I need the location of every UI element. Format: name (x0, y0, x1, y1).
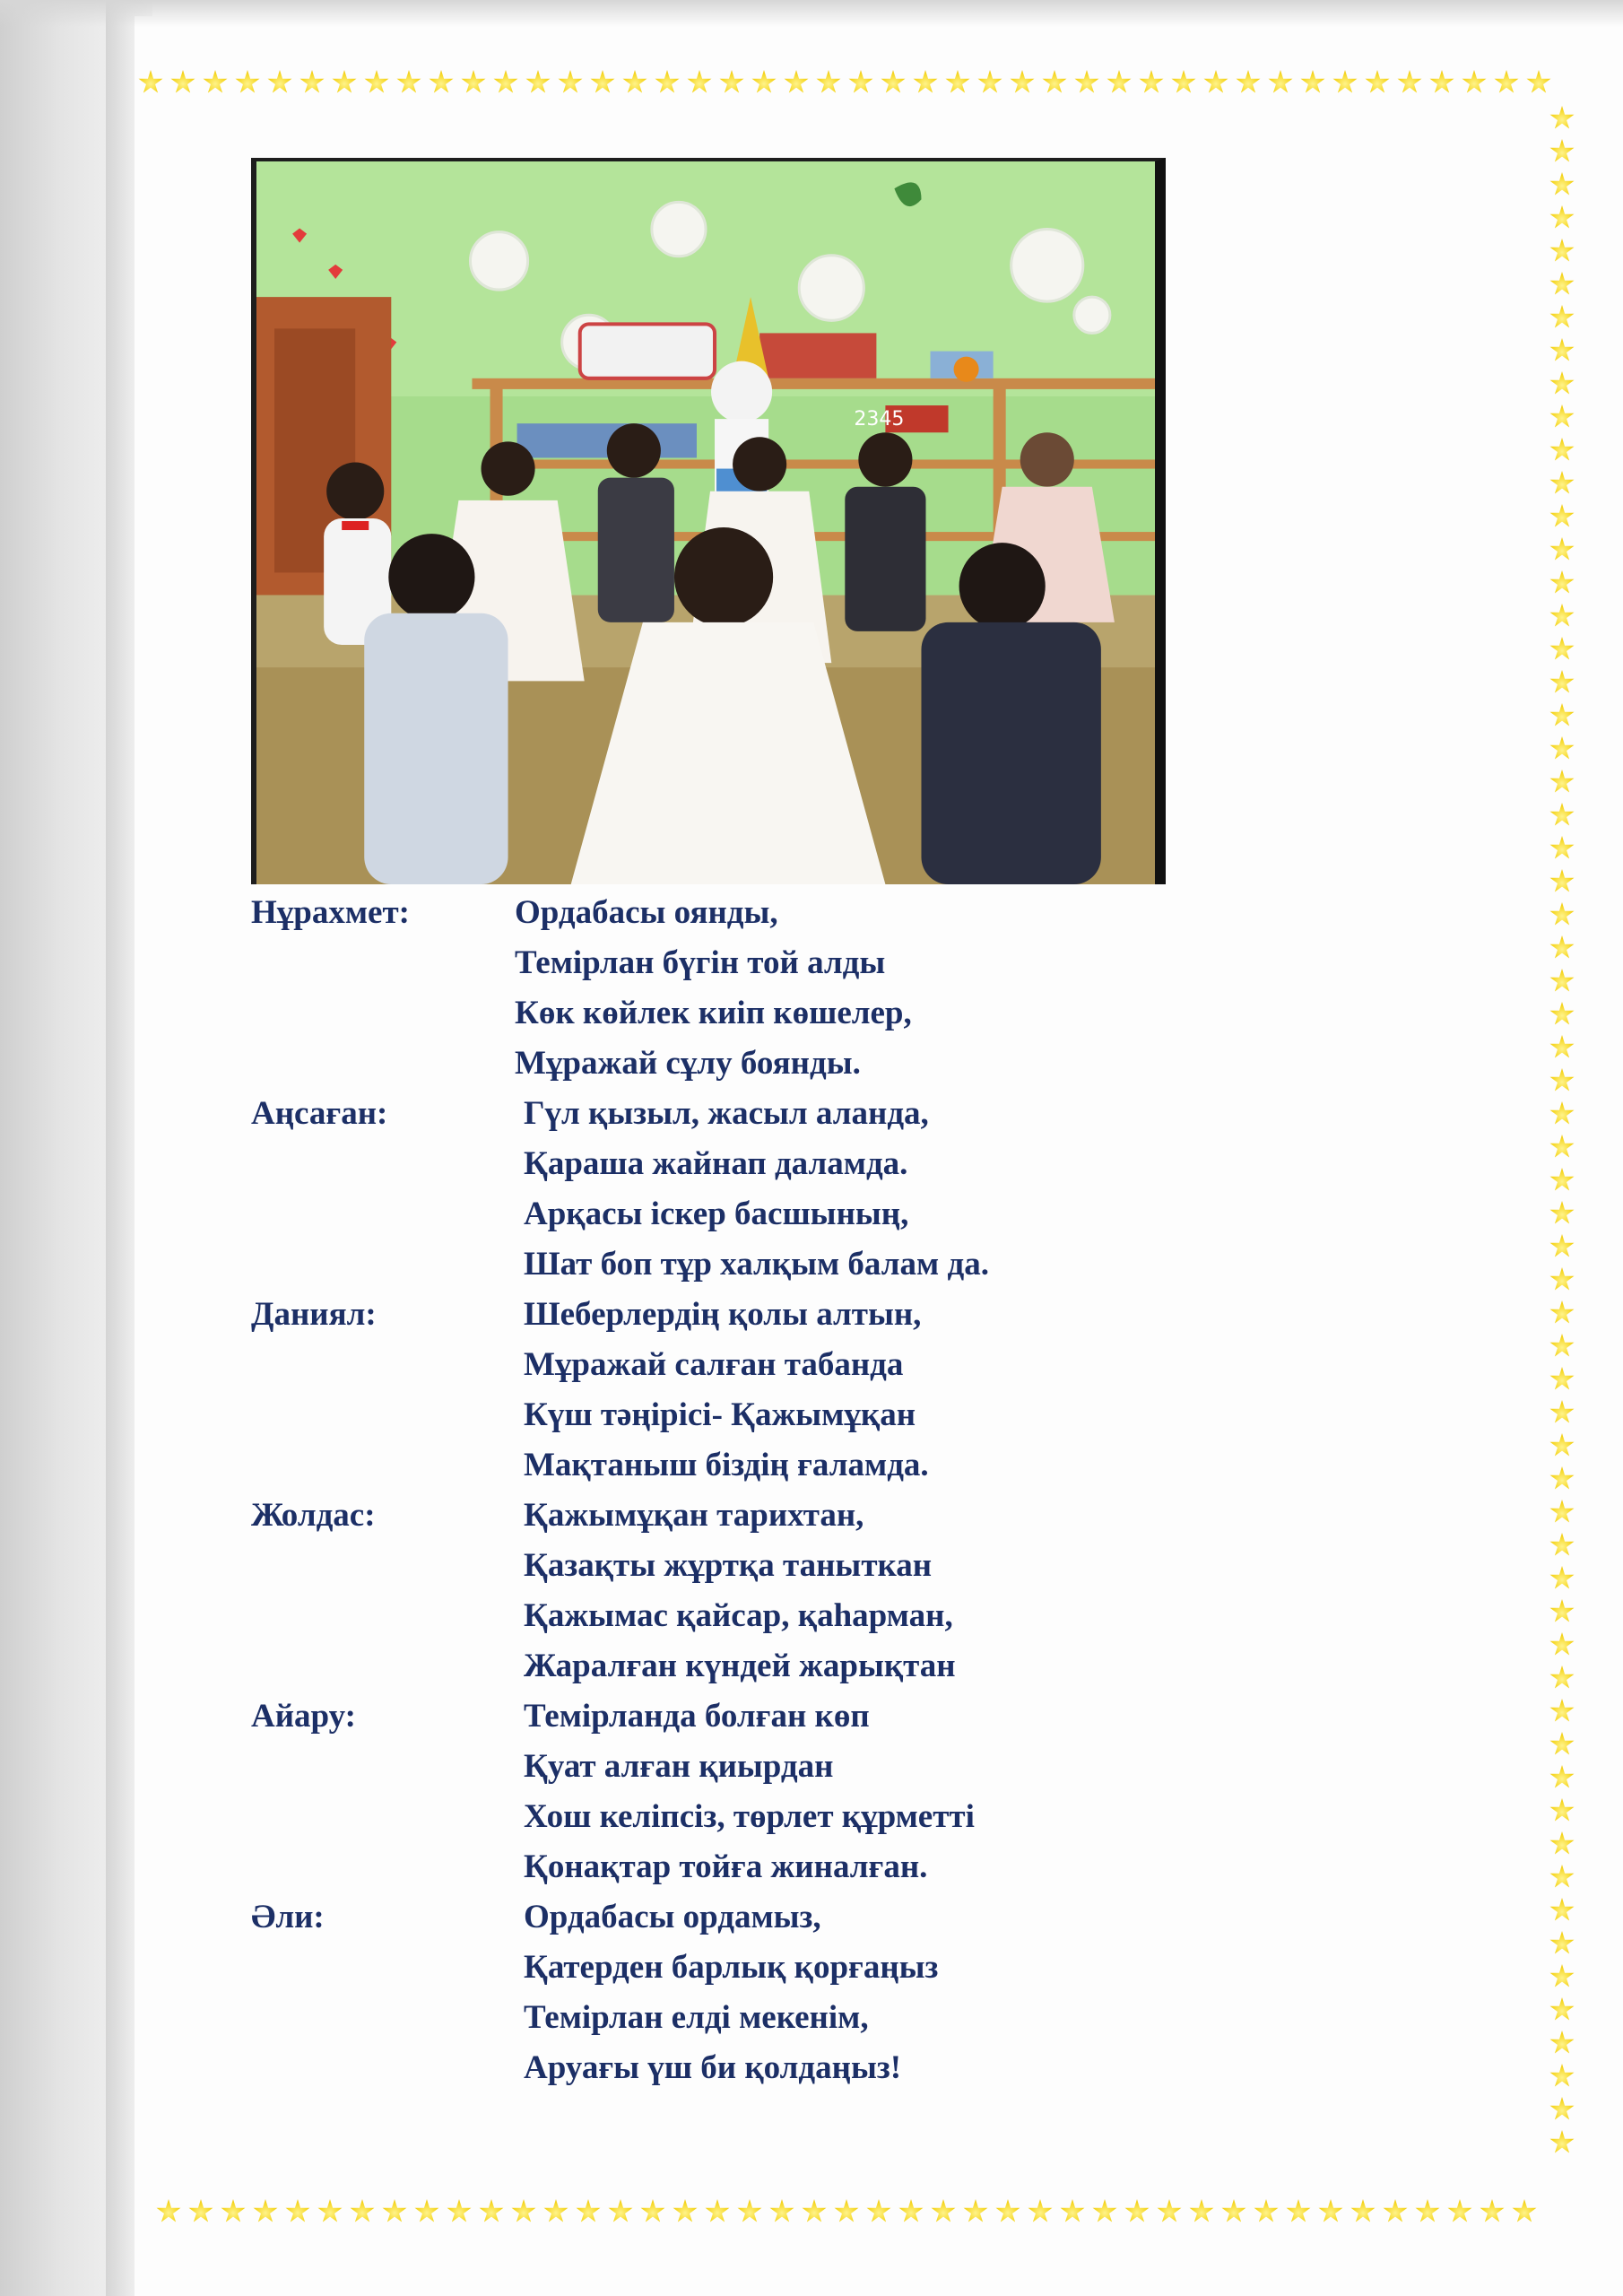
star-icon (848, 70, 873, 95)
star-icon (203, 70, 228, 95)
star-icon (1549, 703, 1575, 728)
star-icon (1549, 1168, 1575, 1193)
star-icon (1549, 1367, 1575, 1392)
star-icon (945, 70, 970, 95)
star-icon (1462, 70, 1487, 95)
shelf-digits-label: 2345 (854, 407, 905, 431)
star-icon (1221, 2199, 1246, 2224)
star-icon (866, 2199, 891, 2224)
verse-line: Жаралған күндей жарықтан (524, 1648, 956, 1684)
star-icon (1060, 2199, 1085, 2224)
star-icon (1383, 2199, 1408, 2224)
star-icon (995, 2199, 1020, 2224)
speaker-name: Жолдас: (251, 1497, 376, 1534)
verse-line: Мақтаныш біздің ғаламда. (524, 1447, 929, 1483)
star-icon (396, 70, 421, 95)
star-icon (364, 70, 389, 95)
star-icon (1549, 1997, 1575, 2022)
verse-line: Мұражай салған табанда (524, 1346, 904, 1383)
photo-icon (256, 161, 1155, 884)
star-icon (898, 2199, 924, 2224)
star-icon (429, 70, 454, 95)
star-icon (1549, 2064, 1575, 2089)
star-icon (285, 2199, 310, 2224)
star-icon (1549, 139, 1575, 164)
star-icon (1092, 2199, 1117, 2224)
star-icon (719, 70, 744, 95)
star-icon (1549, 803, 1575, 828)
star-icon (1549, 239, 1575, 264)
star-icon (705, 2199, 730, 2224)
verse-line: Темірланда болған көп (524, 1698, 870, 1735)
star-icon (138, 70, 163, 95)
star-icon (1494, 70, 1519, 95)
star-icon (1236, 70, 1261, 95)
star-icon (1300, 70, 1325, 95)
star-icon (816, 70, 841, 95)
star-icon (1549, 836, 1575, 861)
star-icon (1157, 2199, 1182, 2224)
star-icon (737, 2199, 762, 2224)
speaker-name: Әли: (251, 1899, 325, 1935)
star-icon (769, 2199, 794, 2224)
star-icon (1549, 1765, 1575, 1790)
star-icon (1549, 1002, 1575, 1027)
star-icon (543, 2199, 568, 2224)
star-icon (1549, 338, 1575, 363)
star-icon (332, 70, 357, 95)
star-icon (1549, 570, 1575, 596)
star-icon (1549, 1898, 1575, 1923)
star-icon (1549, 2130, 1575, 2155)
star-icon (1268, 70, 1293, 95)
star-icon (1010, 70, 1035, 95)
star-icon (1549, 1433, 1575, 1458)
star-icon (1549, 902, 1575, 927)
star-icon (1549, 305, 1575, 330)
star-icon (931, 2199, 956, 2224)
star-icon (1189, 2199, 1214, 2224)
star-icon (673, 2199, 698, 2224)
star-icon (1549, 106, 1575, 131)
star-icon (1549, 935, 1575, 961)
verse-line: Аруағы үш би қолдаңыз! (524, 2049, 902, 2086)
star-icon (1549, 1699, 1575, 1724)
star-icon (1549, 1566, 1575, 1591)
star-icon (479, 2199, 504, 2224)
star-icon (1549, 172, 1575, 197)
star-icon (1549, 1599, 1575, 1624)
verse-line: Ордабасы оянды, (515, 894, 778, 931)
star-icon (221, 2199, 246, 2224)
star-icon (1074, 70, 1099, 95)
star-icon (1203, 70, 1228, 95)
star-icon (1549, 1234, 1575, 1259)
verse-line: Шат боп тұр халқым балам да. (524, 1246, 989, 1283)
star-icon (1549, 1334, 1575, 1359)
star-icon (414, 2199, 439, 2224)
star-icon (1549, 1400, 1575, 1425)
star-icon (1549, 770, 1575, 795)
star-icon (640, 2199, 665, 2224)
star-icon (1549, 438, 1575, 463)
verse-line: Қажымұқан тарихтан, (524, 1497, 864, 1534)
star-icon (1286, 2199, 1311, 2224)
star-icon (913, 70, 938, 95)
star-icon (1350, 2199, 1376, 2224)
star-icon (1549, 471, 1575, 496)
star-icon (608, 2199, 633, 2224)
star-icon (1526, 70, 1551, 95)
verse-line: Қонақтар тойға жиналған. (524, 1848, 928, 1885)
star-icon (1549, 1466, 1575, 1492)
star-icon (1415, 2199, 1440, 2224)
star-icon (1549, 404, 1575, 430)
star-icon (977, 70, 1002, 95)
star-icon (1549, 1732, 1575, 1757)
verse-line: Қуат алған қиырдан (524, 1748, 834, 1785)
star-icon (1549, 504, 1575, 529)
star-icon (1549, 1964, 1575, 1989)
star-icon (188, 2199, 213, 2224)
star-icon (1332, 70, 1358, 95)
star-icon (802, 2199, 827, 2224)
star-icon (963, 2199, 988, 2224)
verse-line: Арқасы іскер басшының, (524, 1196, 909, 1232)
verse-line: Хош келіпсіз, төрлет құрметті (524, 1798, 975, 1835)
star-icon (1549, 371, 1575, 396)
star-icon (1549, 604, 1575, 629)
star-icon (1549, 2031, 1575, 2056)
star-icon (687, 70, 712, 95)
star-icon (170, 70, 195, 95)
star-icon (558, 70, 583, 95)
star-icon (1549, 205, 1575, 230)
speaker-name: Аңсаған: (251, 1095, 388, 1132)
star-icon (590, 70, 615, 95)
star-icon (1397, 70, 1422, 95)
star-icon (576, 2199, 601, 2224)
star-icon (1549, 1632, 1575, 1657)
verse-line: Күш тәңірісі- Қажымұқан (524, 1396, 916, 1433)
top-edge-shadow (0, 0, 1623, 27)
verse-line: Қатерден барлық қорғаңыз (524, 1949, 939, 1986)
star-icon (1549, 1068, 1575, 1093)
children-performance-photo (251, 158, 1166, 884)
star-icon (1549, 1831, 1575, 1857)
star-icon (1028, 2199, 1053, 2224)
speaker-name: Даниял: (251, 1296, 377, 1333)
star-icon (511, 2199, 536, 2224)
verse-line: Темірлан бүгін той алды (515, 944, 886, 981)
star-icon (1254, 2199, 1279, 2224)
star-icon (1107, 70, 1132, 95)
star-icon (1549, 1201, 1575, 1226)
star-icon (1549, 272, 1575, 297)
star-icon (253, 2199, 278, 2224)
verse-line: Гүл қызыл, жасыл аланда, (524, 1095, 929, 1132)
star-icon (751, 70, 777, 95)
star-icon (1139, 70, 1164, 95)
star-icon (1549, 969, 1575, 994)
star-icon (1549, 670, 1575, 695)
star-icon (1549, 1865, 1575, 1890)
star-icon (1549, 736, 1575, 761)
verse-line: Қараша жайнап даламда. (524, 1145, 908, 1182)
star-icon (235, 70, 260, 95)
star-icon (1549, 1500, 1575, 1525)
star-icon (525, 70, 551, 95)
verse-line: Мұражай сұлу боянды. (515, 1045, 861, 1082)
star-icon (1171, 70, 1196, 95)
star-icon (1480, 2199, 1505, 2224)
star-icon (1549, 1101, 1575, 1126)
speaker-name: Айару: (251, 1698, 356, 1735)
star-icon (156, 2199, 181, 2224)
star-icon (1549, 1035, 1575, 1060)
star-icon (622, 70, 647, 95)
star-icon (1429, 70, 1454, 95)
star-icon (1447, 2199, 1472, 2224)
star-border-bottom (152, 2199, 1578, 2235)
star-icon (1318, 2199, 1343, 2224)
star-icon (1042, 70, 1067, 95)
star-icon (1549, 2097, 1575, 2122)
star-icon (493, 70, 518, 95)
star-icon (447, 2199, 472, 2224)
star-icon (1549, 537, 1575, 562)
star-icon (881, 70, 906, 95)
star-icon (784, 70, 809, 95)
speaker-name: Нұрахмет: (251, 894, 410, 931)
verse-line: Қажымас қайсар, қаһарман, (524, 1597, 953, 1634)
star-icon (1549, 1665, 1575, 1691)
star-icon (834, 2199, 859, 2224)
star-border-top (135, 70, 1578, 106)
verse-line: Шеберлердің қолы алтын, (524, 1296, 922, 1333)
star-border-right (1549, 106, 1585, 2196)
star-icon (1549, 1931, 1575, 1956)
verse-line: Ордабасы ордамыз, (524, 1899, 821, 1935)
star-icon (1365, 70, 1390, 95)
star-icon (267, 70, 292, 95)
star-icon (1549, 869, 1575, 894)
star-icon (1549, 1533, 1575, 1558)
star-icon (1549, 1300, 1575, 1326)
star-icon (655, 70, 680, 95)
verse-line: Темірлан елді мекенім, (524, 1999, 869, 2036)
star-icon (1549, 1798, 1575, 1823)
verse-line: Көк көйлек киіп көшелер, (515, 995, 912, 1031)
star-icon (299, 70, 325, 95)
star-icon (461, 70, 486, 95)
verse-line: Қазақты жұртқа таныткан (524, 1547, 933, 1584)
star-icon (1549, 1135, 1575, 1160)
star-icon (1512, 2199, 1537, 2224)
star-icon (1124, 2199, 1150, 2224)
star-icon (350, 2199, 375, 2224)
star-icon (317, 2199, 343, 2224)
star-icon (1549, 1267, 1575, 1292)
star-icon (1549, 637, 1575, 662)
star-icon (382, 2199, 407, 2224)
